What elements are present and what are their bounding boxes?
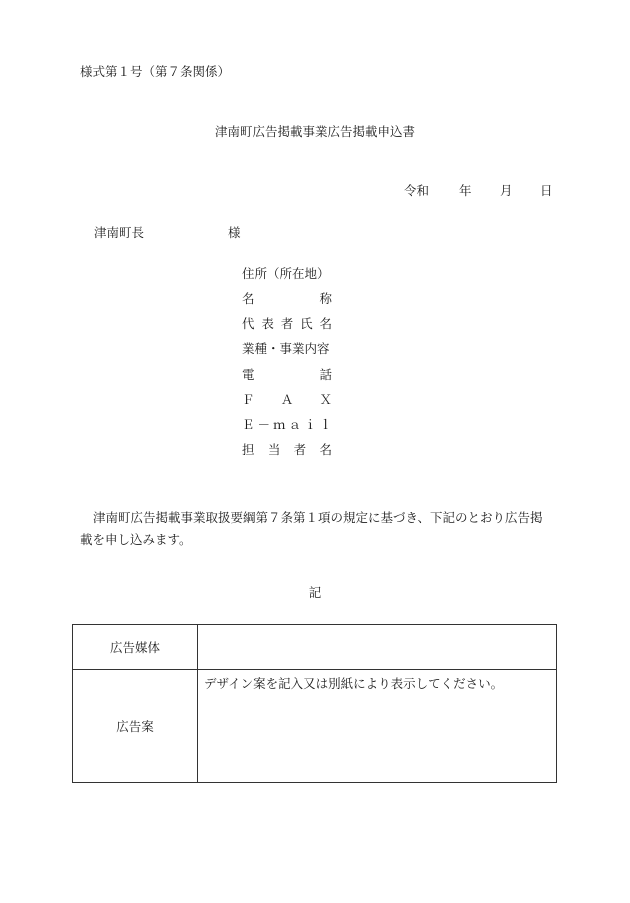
field-address: 住所（所在地） <box>242 266 330 281</box>
field-contact-person: 担 当 者 名 <box>242 442 332 457</box>
document-title: 津南町広告掲載事業広告掲載申込書 <box>214 124 415 139</box>
row-label-ad-draft: 広告案 <box>73 670 198 783</box>
field-phone: 電 話 <box>242 367 332 382</box>
field-representative: 代 表 者 氏 名 <box>242 316 332 331</box>
form-number: 様式第１号（第７条関係） <box>80 64 231 79</box>
table-row <box>73 670 557 783</box>
ki-heading: 記 <box>308 585 322 600</box>
ad-draft-field[interactable]: デザイン案を記入又は別紙により表示してください。 <box>198 670 557 783</box>
ad-table <box>72 624 557 783</box>
row-label-media: 広告媒体 <box>73 625 198 670</box>
date-era: 令和 <box>404 183 430 198</box>
field-email: Ｅ － ｍ ａ ｉ ｌ <box>242 417 332 432</box>
date-day-label: 日 <box>540 183 553 198</box>
date-month-label: 月 <box>500 183 513 198</box>
field-fax: Ｆ Ａ Ｘ <box>242 392 332 407</box>
addressee-honorific: 様 <box>228 225 241 240</box>
ad-media-field[interactable] <box>198 625 557 670</box>
body-paragraph: 津南町広告掲載事業取扱要綱第７条第１項の規定に基づき、下記のとおり広告掲載を申し込みます。 <box>80 510 543 547</box>
date-year-label: 年 <box>459 183 472 198</box>
addressee-name: 津南町長 <box>94 225 145 240</box>
table-row <box>73 625 557 670</box>
field-name: 名 称 <box>242 291 332 306</box>
field-business-type: 業種・事業内容 <box>242 341 330 356</box>
